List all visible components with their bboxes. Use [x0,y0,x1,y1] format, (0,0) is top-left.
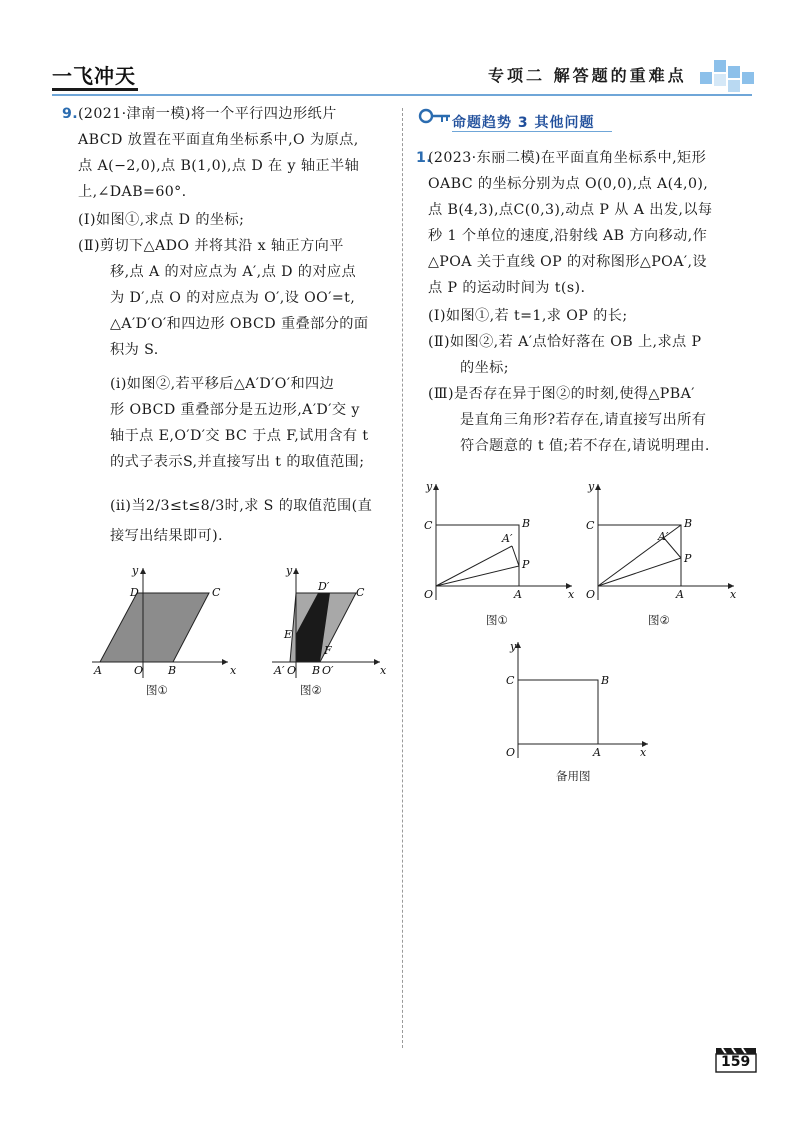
point-label-O: O [586,588,596,601]
brand-logo: 一飞冲天 [52,64,136,88]
point-label-O2: O′ [322,664,334,677]
point-label-B: B [684,517,693,530]
axis-label-y: y [286,564,293,577]
point-label-O: O [424,588,434,601]
point-label-O: O [506,746,516,759]
text-line: 符合题意的 t 值;若不存在,请说明理由. [460,438,710,454]
text-line: 接写出结果即可). [110,528,223,544]
key-icon [418,104,452,128]
point-label-B: B [522,517,531,530]
point-label-B: B [168,664,177,677]
axis-label-y: y [132,564,139,577]
spare-figure [500,636,660,764]
point-label-C: C [586,519,595,532]
text-line: 上,∠DAB=60°. [78,184,187,200]
axis-label-x: x [730,588,737,601]
figure-caption: 图② [648,613,670,627]
axis-label-x: x [230,664,237,677]
point-label-D: D [130,586,139,599]
point-label-A: A [593,746,601,759]
trend-title: 命题趋势 3 其他问题 [452,115,595,131]
text-line: △A′D′O′和四边形 OBCD 重叠部分的面 [110,316,369,332]
axis-label-x: x [640,746,647,759]
point-label-A2: A′ [658,530,669,543]
text-line: (2023·东丽二模)在平面直角坐标系中,矩形 [428,150,707,166]
point-label-P: P [522,558,530,571]
right-figure-1 [418,478,578,606]
axis-label-y: y [426,480,433,493]
text-line: 的坐标; [460,360,509,376]
text-line: 的式子表示S,并直接写出 t 的取值范围; [110,454,365,470]
point-label-O: O [287,664,297,677]
text-line: 点 A(−2,0),点 B(1,0),点 D 在 y 轴正半轴 [78,158,360,174]
point-label-A: A [94,664,102,677]
text-line: (Ⅰ)如图①,若 t=1,求 OP 的长; [428,308,628,324]
point-label-A: A [514,588,522,601]
point-label-B: B [601,674,610,687]
brand-underline [52,88,138,91]
text-line: (Ⅰ)如图①,求点 D 的坐标; [78,212,245,228]
axis-label-y: y [588,480,595,493]
axis-label-y: y [510,640,517,653]
point-label-F: F [324,644,332,657]
text-line: (Ⅱ)剪切下△ADO 并将其沿 x 轴正方向平 [78,238,344,254]
axis-label-x: x [380,664,387,677]
text-line: 轴于点 E,O′D′交 BC 于点 F,试用含有 t [110,428,369,444]
point-label-P: P [684,552,692,565]
point-label-E: E [284,628,293,641]
text-line: OABC 的坐标分别为点 O(0,0),点 A(4,0), [428,176,709,192]
axis-label-x: x [568,588,575,601]
figure-caption: 备用图 [556,769,591,783]
left-figure-2 [268,562,388,684]
point-label-A2: A′ [274,664,285,677]
text-line: △POA 关于直线 OP 的对称图形△POA′,设 [428,254,707,270]
problem-number: 9. [62,106,79,122]
text-line: ABCD 放置在平面直角坐标系中,O 为原点, [78,132,359,148]
text-line: (ⅱ)当2/3≤t≤8/3时,求 S 的取值范围(直 [110,498,373,514]
point-label-A2: A′ [502,532,513,545]
point-label-A: A [676,588,684,601]
point-label-C: C [424,519,433,532]
trend-underline [452,131,612,132]
text-line: 积为 S. [110,342,159,358]
text-line: 是直角三角形?若存在,请直接写出所有 [460,412,707,428]
text-line: 点 B(4,3),点C(0,3),动点 P 从 A 出发,以每 [428,202,713,218]
left-figure-1 [88,562,238,684]
column-divider [402,108,403,1048]
text-line: (Ⅲ)是否存在异于图②的时刻,使得△PBA′ [428,386,695,402]
text-line: 秒 1 个单位的速度,沿射线 AB 方向移动,作 [428,228,708,244]
header-squares-decoration [700,60,760,96]
text-line: 点 P 的运动时间为 t(s). [428,280,586,296]
point-label-C: C [506,674,515,687]
figure-caption: 图① [486,613,508,627]
header-rule [52,94,752,96]
section-title: 专项二 解答题的重难点 [488,66,687,85]
figure-caption: 图① [146,683,168,697]
text-line: (2021·津南一模)将一个平行四边形纸片 [78,106,337,122]
figure-caption: 图② [300,683,322,697]
text-line: (ⅰ)如图②,若平移后△A′D′O′和四边 [110,376,335,392]
text-line: 为 D′,点 O 的对应点为 O′,设 OO′=t, [110,290,356,306]
point-label-O: O [134,664,144,677]
right-figure-2 [580,478,740,606]
page-number: 159 [721,1054,751,1070]
point-label-C: C [212,586,221,599]
text-line: (Ⅱ)如图②,若 A′点恰好落在 OB 上,求点 P [428,334,702,350]
point-label-C: C [356,586,365,599]
point-label-B: B [312,664,321,677]
point-label-D2: D′ [318,580,330,593]
text-line: 形 OBCD 重叠部分是五边形,A′D′交 y [110,402,360,418]
text-line: 移,点 A 的对应点为 A′,点 D 的对应点 [110,264,357,280]
problem-number: 1. [416,150,433,166]
